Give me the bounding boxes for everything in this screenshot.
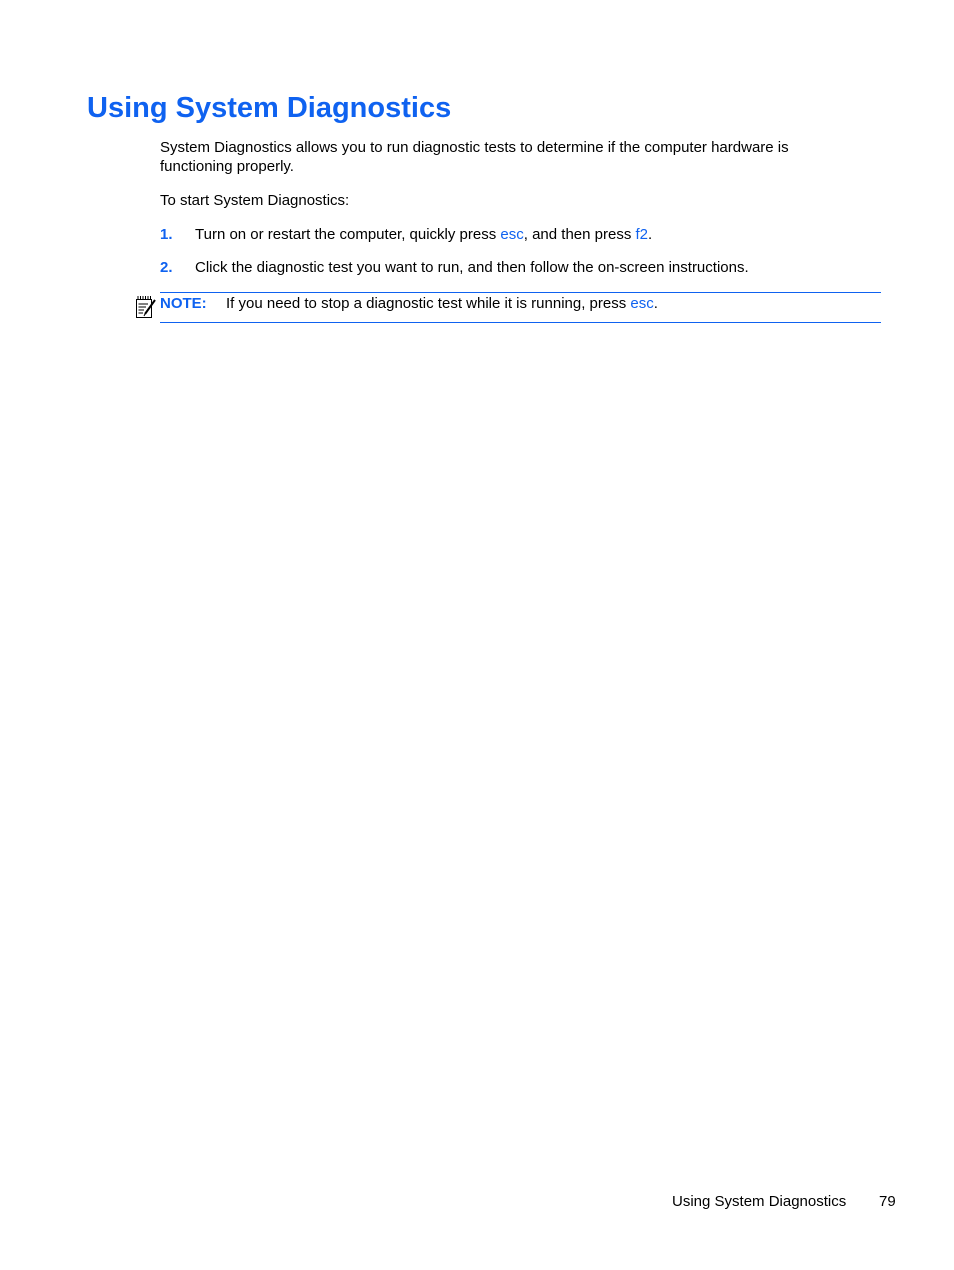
page-title: Using System Diagnostics — [87, 92, 452, 124]
intro-paragraph: System Diagnostics allows you to run diagnostic tests to determine if the computer hardware is functioning properly. — [160, 139, 789, 175]
f2-key-reference: f2 — [635, 226, 649, 243]
step-2-number: 2. — [160, 259, 173, 276]
step-1-text-before: Turn on or restart the computer, quickly press — [195, 226, 501, 243]
footer-page-number: 79 — [879, 1193, 896, 1210]
note-esc-key-reference: esc — [630, 295, 654, 312]
note-text-after: . — [653, 295, 658, 312]
esc-key-reference: esc — [500, 226, 524, 243]
step-2-text: Click the diagnostic test you want to run, and then follow the on-screen instructions. — [195, 259, 749, 276]
note-text-before: If you need to stop a diagnostic test while it is running, press — [226, 295, 631, 312]
footer-section-title: Using System Diagnostics — [672, 1193, 847, 1210]
note-label: NOTE: — [160, 295, 207, 312]
step-1-number: 1. — [160, 226, 173, 243]
lead-paragraph: To start System Diagnostics: — [160, 192, 350, 209]
step-1-text-after: . — [648, 226, 653, 243]
note-pad-icon — [135, 295, 157, 319]
note-text — [226, 294, 658, 313]
step-1-text-middle: , and then press — [523, 226, 636, 243]
step-1-text — [195, 225, 652, 244]
note-box — [160, 292, 881, 323]
